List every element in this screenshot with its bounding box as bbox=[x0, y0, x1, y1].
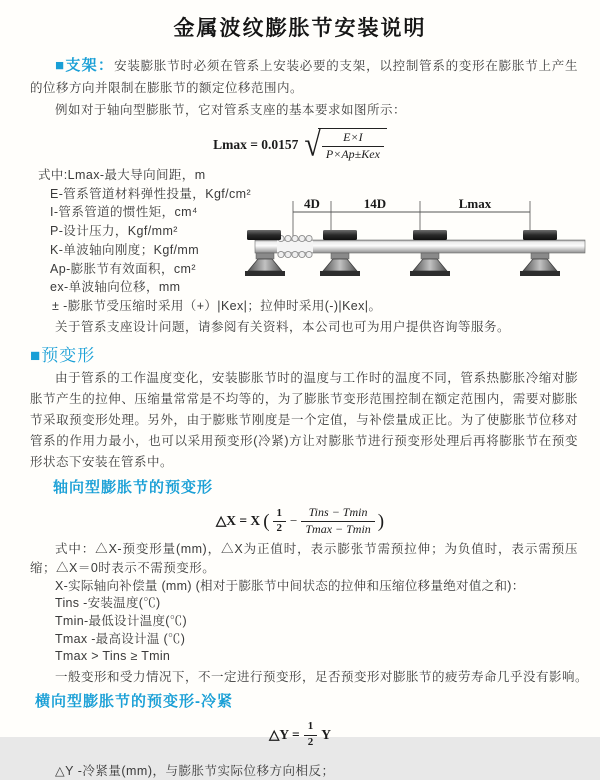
formula-dy-rhs: Y bbox=[321, 726, 331, 742]
formula-dy-lhs: △Y = bbox=[269, 726, 300, 742]
bellows-icon bbox=[277, 235, 313, 257]
definition-line: K-单波轴向刚度；Kgf/mm bbox=[50, 242, 200, 257]
half-fraction bbox=[304, 720, 318, 750]
support-intro-text: 安装膨胀节时必须在管系上安装必要的支架，以控制管系的变形在膨胀节上产生的位移方向并限制在膨胀节的额定位移范围内。 bbox=[30, 59, 578, 95]
temp-fraction bbox=[301, 505, 374, 537]
definition-line: E-管系管道材料弹性投量，Kgf/cm² bbox=[50, 186, 252, 201]
radical-sign: √ bbox=[304, 125, 321, 164]
definition-line: 式中:Lmax-最大导向间距，m bbox=[38, 168, 206, 182]
half-fraction bbox=[273, 507, 287, 537]
general-note: 一般变形和受力情况下，不一定进行预变形，足否预变形对膨胀节的疲劳寿命几乎没有影响。 bbox=[55, 669, 589, 684]
half-denominator: 2 bbox=[307, 735, 314, 748]
temp-fraction-denominator: Tmax − Tmin bbox=[305, 522, 371, 537]
temp-inequality-line: Tmax > Tins ≥ Tmin bbox=[55, 649, 171, 664]
definition-line: I-管系管道的惯性矩，cm⁴ bbox=[50, 205, 198, 220]
temp-fraction-numerator: Tins − Tmin bbox=[301, 505, 374, 522]
fraction bbox=[322, 130, 384, 162]
half-numerator: 1 bbox=[273, 507, 287, 523]
definition-line: P-设计压力，Kgf/mm² bbox=[50, 224, 178, 239]
predeform-section-header: ■预变形 bbox=[30, 346, 96, 366]
dy-note: △Y -冷紧量(mm)，与膨胀节实际位移方向相反； bbox=[55, 763, 335, 778]
fraction-numerator: E×I bbox=[322, 130, 384, 147]
radicand bbox=[318, 128, 387, 162]
dim-label-4d: 4D bbox=[304, 196, 320, 211]
axial-sub-header: 轴向型膨胀节的预变形 bbox=[53, 479, 214, 497]
dim-label-14d: 14D bbox=[363, 196, 387, 211]
close-paren: ) bbox=[377, 510, 385, 532]
temp-definition-line: Tmin-最低设计温度(℃) bbox=[55, 614, 187, 629]
dim-label-lmax: Lmax bbox=[458, 196, 492, 211]
formula-ax-lhs: △X = X bbox=[215, 513, 261, 529]
half-numerator: 1 bbox=[304, 720, 318, 736]
definition-line: ex-单波轴向位移，mm bbox=[50, 280, 181, 295]
formula-lmax bbox=[0, 126, 600, 164]
pipe-support-diagram bbox=[253, 194, 595, 294]
lateral-sub-header: 横向型膨胀节的预变形-冷紧 bbox=[35, 692, 233, 710]
predeform-paragraph: 由于管系的工作温度变化，安装膨胀节时的温度与工作时的温度不同，管系热膨胀冷缩对膨胀节产生的拉伸、压缩量常常是不均等的，为了膨胀节变形范围控制在额定范围内，需要对膨胀节采取预变形处理。另外，由于膨账节刚度是一个定值，与补偿量成正比。为了使膨胀节位移对管系的作用力最小，也可以采用预变形(冷紧)方让对膨胀节进行预变形处理后再将膨胀节在预变形状态下安装在管系中。 bbox=[30, 371, 578, 470]
formula-lateral-coldspring bbox=[0, 720, 600, 750]
support-section-header: ■支架： bbox=[55, 57, 115, 74]
x-definition-line: X-实际轴向补偿量 (mm) (相对于膨胀节中间状态的拉伸和压缩位移量绝对值之和)： bbox=[55, 578, 525, 593]
support-example-line: 例如对于轴向型膨胀节，它对管系支座的基本要求如图所示： bbox=[55, 103, 407, 117]
fraction-denominator: P×Ap±Kex bbox=[325, 147, 380, 161]
axial-explain-paragraph: 式中：△X-预变形量(mm)，△X为正值时，表示膨张节需预拉伸；为负值时，表示需预压缩；△X＝0时表示不需预变形。 bbox=[30, 542, 578, 575]
formula-axial-predeform bbox=[0, 504, 600, 538]
formula-lmax-lhs: Lmax = 0.0157 bbox=[213, 137, 299, 152]
definition-line: ± -膨胀节受压缩时采用（+）|Kex|；拉伸时采用(-)|Kex|。 bbox=[52, 298, 382, 313]
page-title: 金属波纹膨胀节安装说明 bbox=[173, 17, 427, 40]
consult-note: 关于管系支座设计问题，请参阅有关资料，本公司也可为用户提供咨询等服务。 bbox=[55, 319, 511, 334]
temp-definition-line: Tmax -最高设计温 (℃) bbox=[55, 631, 186, 646]
sqrt-expression bbox=[304, 125, 386, 164]
half-denominator: 2 bbox=[276, 522, 283, 535]
definition-line: Ap-膨胀节有效面积，cm² bbox=[50, 261, 196, 276]
temp-definition-line: Tins -安装温度(℃) bbox=[55, 596, 161, 611]
support-intro-paragraph bbox=[0, 55, 600, 99]
definitions-block bbox=[0, 166, 600, 336]
minus-sign: − bbox=[290, 513, 298, 529]
open-paren: ( bbox=[263, 510, 270, 532]
